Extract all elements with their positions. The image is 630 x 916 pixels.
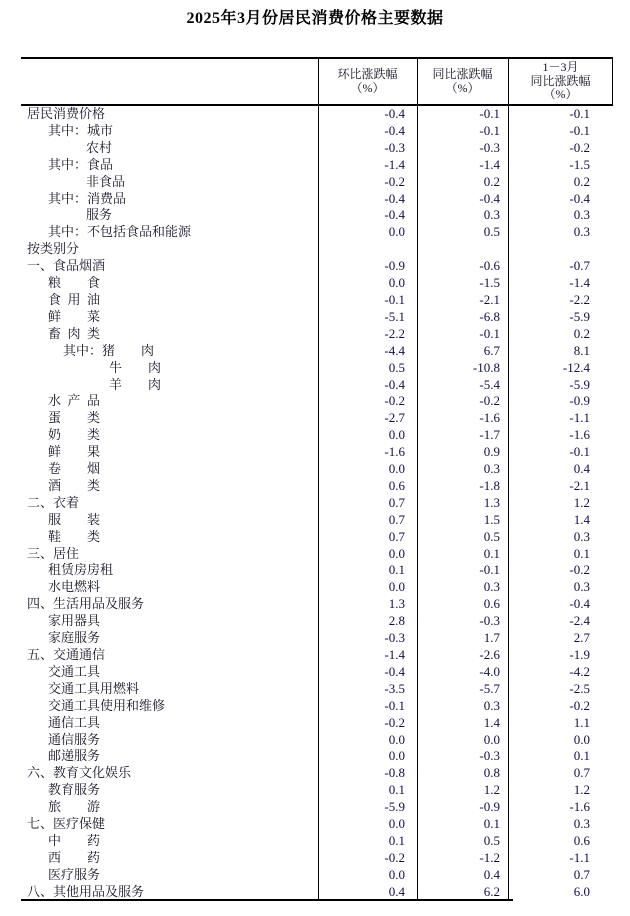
table-row bbox=[21, 427, 613, 444]
row-label: 其中：不包括食品和能源 bbox=[48, 224, 192, 240]
cell-value: -0.7 bbox=[569, 258, 590, 274]
header-yoy-change bbox=[417, 59, 508, 104]
header-line: 环比涨跌幅 bbox=[337, 67, 398, 81]
cell-value: 0.3 bbox=[483, 461, 500, 477]
cell-value: -1.6 bbox=[569, 799, 590, 815]
table-header-row bbox=[21, 59, 613, 106]
cell-value: 0.8 bbox=[483, 765, 500, 781]
table-row bbox=[21, 512, 613, 529]
cell-value: 1.7 bbox=[483, 630, 500, 646]
cell-value: 0.2 bbox=[573, 173, 590, 189]
cell-value: -0.9 bbox=[569, 393, 590, 409]
cell-value: -0.8 bbox=[384, 765, 405, 781]
row-label: 其中：猪 肉 bbox=[63, 342, 155, 358]
row-label: 通信服务 bbox=[48, 731, 101, 747]
row-label: 牛 肉 bbox=[109, 359, 162, 375]
table-row bbox=[21, 410, 613, 427]
cell-value: 6.0 bbox=[573, 883, 590, 899]
table-row bbox=[21, 106, 613, 123]
cell-value: 0.6 bbox=[573, 832, 590, 848]
table-row bbox=[21, 140, 613, 157]
cell-value: 1.2 bbox=[573, 494, 590, 510]
cell-value: 0.0 bbox=[483, 731, 500, 747]
table-row bbox=[21, 579, 613, 596]
table-row bbox=[21, 377, 613, 394]
cell-value: -5.9 bbox=[569, 376, 590, 392]
table-row bbox=[21, 461, 613, 478]
cell-value: 0.0 bbox=[388, 224, 405, 240]
header-line: （%） bbox=[543, 87, 578, 102]
table-row bbox=[21, 157, 613, 174]
row-label: 食 用 油 bbox=[48, 291, 101, 307]
row-label: 酒 类 bbox=[48, 477, 101, 493]
table-row bbox=[21, 444, 613, 461]
table-row bbox=[21, 275, 613, 292]
cell-value: -3.5 bbox=[384, 680, 405, 696]
row-label: 交通工具使用和维修 bbox=[48, 697, 166, 713]
cell-value: -0.1 bbox=[479, 562, 500, 578]
cell-value: -0.1 bbox=[384, 291, 405, 307]
cpi-table bbox=[21, 57, 613, 901]
cell-value: 0.5 bbox=[483, 224, 500, 240]
cell-value: 1.5 bbox=[483, 511, 500, 527]
row-label: 租赁房房租 bbox=[48, 562, 114, 578]
cell-value: 1.2 bbox=[573, 782, 590, 798]
row-label: 通信工具 bbox=[48, 714, 101, 730]
row-label: 旅 游 bbox=[48, 799, 101, 815]
cell-value: 0.1 bbox=[573, 748, 590, 764]
cell-value: 1.4 bbox=[573, 511, 590, 527]
header-jan-mar-yoy-change bbox=[508, 59, 613, 104]
header-line: 1－3月 bbox=[542, 60, 579, 75]
row-label: 服 装 bbox=[48, 511, 101, 527]
cell-value: -5.4 bbox=[479, 376, 500, 392]
cell-value: -0.1 bbox=[569, 122, 590, 138]
cell-value: -5.1 bbox=[384, 308, 405, 324]
cell-value: 0.5 bbox=[483, 832, 500, 848]
row-label: 七、医疗保健 bbox=[27, 816, 106, 832]
cell-value: 0.9 bbox=[483, 444, 500, 460]
table-row bbox=[21, 867, 613, 884]
table-row bbox=[21, 495, 613, 512]
cell-value: -0.3 bbox=[479, 139, 500, 155]
cell-value: -1.8 bbox=[479, 477, 500, 493]
row-label: 四、生活用品及服务 bbox=[27, 596, 145, 612]
cell-value: 0.3 bbox=[573, 579, 590, 595]
row-label: 三、居住 bbox=[27, 545, 80, 561]
cell-value: -0.2 bbox=[479, 393, 500, 409]
cell-value: -0.4 bbox=[384, 663, 405, 679]
cell-value: 1.3 bbox=[483, 494, 500, 510]
row-label: 农村 bbox=[86, 139, 113, 155]
cell-value: -1.1 bbox=[569, 849, 590, 865]
cell-value: 0.0 bbox=[388, 579, 405, 595]
row-label: 奶 类 bbox=[48, 427, 101, 443]
cell-value: -2.2 bbox=[384, 325, 405, 341]
cell-value: -0.4 bbox=[569, 596, 590, 612]
cell-value: -5.7 bbox=[479, 680, 500, 696]
cell-value: 0.3 bbox=[573, 224, 590, 240]
cell-value: 0.1 bbox=[388, 782, 405, 798]
table-row bbox=[21, 850, 613, 867]
table-row bbox=[21, 732, 613, 749]
row-label: 医疗服务 bbox=[48, 866, 101, 882]
cell-value: -6.8 bbox=[479, 308, 500, 324]
cell-value: 2.8 bbox=[388, 613, 405, 629]
cell-value: -0.2 bbox=[384, 714, 405, 730]
table-row bbox=[21, 664, 613, 681]
cell-value: 0.0 bbox=[388, 461, 405, 477]
cell-value: 0.1 bbox=[388, 562, 405, 578]
cell-value: -1.6 bbox=[384, 444, 405, 460]
cell-value: 0.0 bbox=[388, 427, 405, 443]
cell-value: -5.9 bbox=[384, 799, 405, 815]
header-line: 同比涨跌幅 bbox=[530, 73, 591, 88]
cell-value: 0.6 bbox=[483, 596, 500, 612]
cell-value: -1.4 bbox=[384, 647, 405, 662]
row-label: 一、食品烟酒 bbox=[27, 258, 106, 274]
cell-value: 0.6 bbox=[388, 477, 405, 493]
cell-value: 0.7 bbox=[388, 528, 405, 544]
row-label: 鞋 类 bbox=[48, 528, 101, 544]
cell-value: 0.3 bbox=[483, 579, 500, 595]
column-divider bbox=[417, 59, 418, 900]
cell-value: -2.4 bbox=[569, 613, 590, 629]
cell-value: 0.1 bbox=[573, 545, 590, 561]
cell-value: 0.1 bbox=[388, 832, 405, 848]
cell-value: 0.0 bbox=[388, 866, 405, 882]
cell-value: -0.4 bbox=[569, 190, 590, 206]
cell-value: 0.0 bbox=[388, 545, 405, 561]
row-label: 鲜 果 bbox=[48, 444, 101, 460]
table-row bbox=[21, 748, 613, 765]
cell-value: -0.1 bbox=[479, 106, 500, 121]
cell-value: -0.4 bbox=[384, 207, 405, 223]
cell-value: 0.0 bbox=[388, 816, 405, 832]
cell-value: -0.3 bbox=[384, 630, 405, 646]
row-label: 粮 食 bbox=[48, 275, 101, 291]
cell-value: 0.3 bbox=[483, 207, 500, 223]
cell-value: 0.4 bbox=[483, 866, 500, 882]
cell-value: -0.1 bbox=[384, 697, 405, 713]
table-row bbox=[21, 698, 613, 715]
row-label: 六、教育文化娱乐 bbox=[27, 765, 132, 781]
row-label: 西 药 bbox=[48, 849, 101, 865]
row-label: 蛋 类 bbox=[48, 410, 101, 426]
cell-value bbox=[417, 241, 508, 258]
row-label: 卷 烟 bbox=[48, 461, 101, 477]
row-label: 家用器具 bbox=[48, 613, 101, 629]
column-divider bbox=[508, 59, 509, 900]
table-row bbox=[21, 258, 613, 275]
cell-value: 0.2 bbox=[573, 325, 590, 341]
cell-value: -1.5 bbox=[569, 156, 590, 172]
table-row bbox=[21, 546, 613, 563]
cell-value: -1.6 bbox=[479, 410, 500, 426]
table-row bbox=[21, 326, 613, 343]
cell-value: 1.4 bbox=[483, 714, 500, 730]
table-row bbox=[21, 174, 613, 191]
header-mom-change bbox=[318, 59, 417, 104]
row-label: 中 药 bbox=[48, 832, 101, 848]
cell-value: -4.2 bbox=[569, 663, 590, 679]
cell-value: 1.1 bbox=[573, 714, 590, 730]
table-row bbox=[21, 816, 613, 833]
cell-value: 0.3 bbox=[573, 816, 590, 832]
table-row bbox=[21, 343, 613, 360]
cell-value: 0.7 bbox=[388, 494, 405, 510]
cell-value: -1.1 bbox=[569, 410, 590, 426]
cell-value: -0.1 bbox=[569, 444, 590, 460]
table-row bbox=[21, 562, 613, 579]
cell-value: 0.1 bbox=[483, 545, 500, 561]
cell-value: -10.8 bbox=[472, 359, 500, 375]
table-row bbox=[21, 292, 613, 309]
row-label: 交通工具用燃料 bbox=[48, 680, 140, 696]
cell-value: 0.7 bbox=[388, 511, 405, 527]
cell-value: -0.2 bbox=[384, 173, 405, 189]
table-row bbox=[21, 630, 613, 647]
cell-value: -1.4 bbox=[569, 275, 590, 291]
row-label: 其中：食品 bbox=[48, 156, 114, 172]
table-row bbox=[21, 309, 613, 326]
cell-value: -0.2 bbox=[569, 562, 590, 578]
cell-value: 2.7 bbox=[573, 630, 590, 646]
cell-value: -0.4 bbox=[384, 106, 405, 121]
cell-value: 0.5 bbox=[483, 528, 500, 544]
table-row bbox=[21, 478, 613, 495]
table-row bbox=[21, 799, 613, 816]
cell-value bbox=[318, 241, 417, 258]
cell-value: -5.9 bbox=[569, 308, 590, 324]
cell-value: -0.1 bbox=[479, 122, 500, 138]
row-label: 五、交通通信 bbox=[27, 647, 106, 662]
cell-value: 0.4 bbox=[388, 883, 405, 899]
row-label: 鲜 菜 bbox=[48, 308, 101, 324]
table-row bbox=[21, 765, 613, 782]
row-label: 畜 肉 类 bbox=[48, 325, 101, 341]
cell-value: 0.4 bbox=[573, 461, 590, 477]
cell-value: -1.7 bbox=[479, 427, 500, 443]
cell-value: -0.3 bbox=[479, 613, 500, 629]
row-label: 水电燃料 bbox=[48, 579, 101, 595]
cell-value: 0.7 bbox=[573, 765, 590, 781]
header-line: 同比涨跌幅 bbox=[432, 67, 493, 81]
cell-value: -4.4 bbox=[384, 342, 405, 358]
header-stub-cell bbox=[21, 59, 318, 104]
cell-value: -0.2 bbox=[384, 393, 405, 409]
row-label: 居民消费价格 bbox=[27, 106, 106, 121]
cell-value: 0.3 bbox=[573, 207, 590, 223]
table-row bbox=[21, 393, 613, 410]
row-label: 其中：消费品 bbox=[48, 190, 127, 206]
cell-value: -1.5 bbox=[479, 275, 500, 291]
table-bottom-border bbox=[21, 899, 513, 901]
cell-value: -2.1 bbox=[479, 291, 500, 307]
cell-value: -4.0 bbox=[479, 663, 500, 679]
cell-value: -0.9 bbox=[479, 799, 500, 815]
table-row bbox=[21, 191, 613, 208]
row-label: 按类别分 bbox=[27, 241, 80, 257]
cell-value: -0.4 bbox=[384, 190, 405, 206]
cell-value: 0.0 bbox=[573, 731, 590, 747]
cell-value: 0.0 bbox=[388, 731, 405, 747]
cell-value: -1.6 bbox=[569, 427, 590, 443]
table-row bbox=[21, 613, 613, 630]
cell-value: 0.2 bbox=[483, 173, 500, 189]
cell-value: 1.3 bbox=[388, 596, 405, 612]
cell-value: 8.1 bbox=[573, 342, 590, 358]
cell-value bbox=[508, 241, 613, 258]
cell-value: -1.4 bbox=[384, 156, 405, 172]
cell-value: 6.7 bbox=[483, 342, 500, 358]
table-row bbox=[21, 207, 613, 224]
row-label: 八、其他用品及服务 bbox=[27, 883, 145, 899]
cell-value: -0.2 bbox=[569, 139, 590, 155]
cell-value: 0.0 bbox=[388, 748, 405, 764]
cell-value: -0.9 bbox=[384, 258, 405, 274]
header-right-border bbox=[612, 59, 613, 104]
cell-value: -0.4 bbox=[384, 376, 405, 392]
header-line: （%） bbox=[445, 80, 480, 95]
table-row bbox=[21, 647, 613, 664]
table-row bbox=[21, 241, 613, 258]
table-body bbox=[21, 106, 613, 901]
table-row bbox=[21, 681, 613, 698]
cell-value: -2.1 bbox=[569, 477, 590, 493]
table-row bbox=[21, 833, 613, 850]
row-label: 其中：城市 bbox=[48, 122, 114, 138]
cell-value: -0.2 bbox=[569, 697, 590, 713]
row-label: 家庭服务 bbox=[48, 630, 101, 646]
cell-value: -0.1 bbox=[479, 325, 500, 341]
table-row bbox=[21, 596, 613, 613]
cell-value: -2.6 bbox=[479, 647, 500, 662]
cell-value: 6.2 bbox=[483, 883, 500, 899]
cell-value: -2.2 bbox=[569, 291, 590, 307]
table-row bbox=[21, 224, 613, 241]
cell-value: -2.5 bbox=[569, 680, 590, 696]
table-row bbox=[21, 782, 613, 799]
table-row bbox=[21, 360, 613, 377]
cell-value: -0.4 bbox=[384, 122, 405, 138]
cell-value: -1.9 bbox=[569, 647, 590, 662]
table-row bbox=[21, 123, 613, 140]
cell-value: -0.3 bbox=[384, 139, 405, 155]
row-label: 服务 bbox=[86, 207, 113, 223]
cell-value: -0.1 bbox=[569, 106, 590, 121]
cell-value: -1.4 bbox=[479, 156, 500, 172]
row-label: 羊 肉 bbox=[109, 376, 162, 392]
row-label: 非食品 bbox=[86, 173, 126, 189]
cell-value: 1.2 bbox=[483, 782, 500, 798]
cell-value: -1.2 bbox=[479, 849, 500, 865]
row-label: 二、衣着 bbox=[27, 494, 80, 510]
row-label: 交通工具 bbox=[48, 663, 101, 679]
cell-value: -2.7 bbox=[384, 410, 405, 426]
cell-value: 0.5 bbox=[388, 359, 405, 375]
cell-value: 0.0 bbox=[388, 275, 405, 291]
cell-value: -0.6 bbox=[479, 258, 500, 274]
cell-value: 0.7 bbox=[573, 866, 590, 882]
table-row bbox=[21, 529, 613, 546]
row-label: 邮递服务 bbox=[48, 748, 101, 764]
header-line: （%） bbox=[350, 80, 385, 95]
table-row bbox=[21, 715, 613, 732]
row-label: 教育服务 bbox=[48, 782, 101, 798]
cell-value: -0.4 bbox=[479, 190, 500, 206]
cell-value: 0.3 bbox=[483, 697, 500, 713]
cell-value: -0.3 bbox=[479, 748, 500, 764]
row-label: 水 产 品 bbox=[48, 393, 101, 409]
cell-value: -0.2 bbox=[384, 849, 405, 865]
cell-value: -12.4 bbox=[562, 359, 590, 375]
cell-value: 0.1 bbox=[483, 816, 500, 832]
column-divider bbox=[318, 59, 319, 900]
page-title: 2025年3月份居民消费价格主要数据 bbox=[186, 10, 444, 27]
cell-value: 0.3 bbox=[573, 528, 590, 544]
